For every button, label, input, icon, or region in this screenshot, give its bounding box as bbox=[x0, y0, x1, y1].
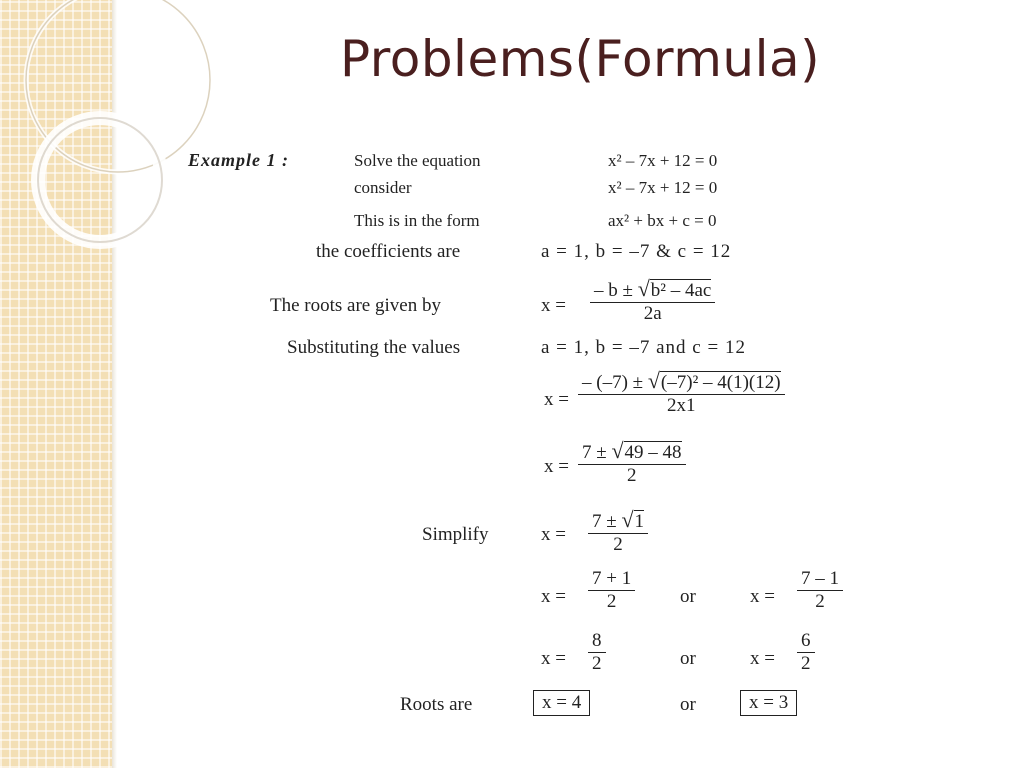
simp-denominator: 2 bbox=[588, 533, 648, 556]
example-row-math: x² – 7x + 12 = 0 bbox=[608, 151, 718, 170]
roots-are-label: Roots are bbox=[400, 694, 473, 715]
split2-a-denominator: 2 bbox=[588, 652, 606, 675]
sub1-denominator: 2x1 bbox=[578, 394, 785, 417]
evaluation-fraction bbox=[578, 438, 686, 487]
sidebar-edge bbox=[112, 0, 117, 768]
root-answer-box: x = 3 bbox=[740, 690, 797, 716]
decorative-sidebar bbox=[0, 0, 112, 768]
simp-radicand: 1 bbox=[634, 511, 645, 532]
split1-a-denominator: 2 bbox=[588, 590, 635, 613]
split1-b-numerator: 7 – 1 bbox=[801, 568, 839, 589]
formula-x: x = bbox=[541, 295, 566, 316]
sub1-numerator: – (–7) ± bbox=[582, 372, 644, 393]
roots-or: or bbox=[680, 694, 696, 715]
simplify-label: Simplify bbox=[422, 524, 489, 545]
sub2-numerator: 7 ± bbox=[582, 442, 607, 463]
example-row-text: consider bbox=[354, 178, 412, 197]
substituting-values: a = 1, b = –7 and c = 12 bbox=[541, 337, 746, 358]
simp-numerator: 7 ± bbox=[592, 511, 617, 532]
root-answer-box: x = 4 bbox=[533, 690, 590, 716]
split1-b-denominator: 2 bbox=[797, 590, 843, 613]
sub2-x: x = bbox=[544, 456, 569, 477]
example-label: Example 1 : bbox=[188, 150, 289, 170]
example-row-math: x² – 7x + 12 = 0 bbox=[608, 178, 718, 197]
coefficients-values: a = 1, b = –7 & c = 12 bbox=[541, 241, 732, 262]
sqrt-icon: √ bbox=[621, 507, 634, 532]
formula-numerator: – b ± bbox=[594, 280, 633, 301]
split1-a-fraction bbox=[588, 568, 635, 613]
split2-a-numerator: 8 bbox=[592, 630, 602, 651]
split2-a-x: x = bbox=[541, 648, 566, 669]
substituting-label: Substituting the values bbox=[287, 337, 461, 358]
sqrt-icon: √ bbox=[637, 276, 650, 301]
sqrt-icon: √ bbox=[611, 438, 624, 463]
split2-b-denominator: 2 bbox=[797, 652, 815, 675]
coefficients-label: the coefficients are bbox=[316, 241, 461, 262]
formula-radicand: b² – 4ac bbox=[650, 280, 712, 301]
sub1-x: x = bbox=[544, 389, 569, 410]
sub2-radicand: 49 – 48 bbox=[624, 442, 682, 463]
split1-b-fraction bbox=[797, 568, 843, 613]
sub2-denominator: 2 bbox=[578, 464, 686, 487]
split2-a-fraction bbox=[588, 630, 606, 675]
split2-b-fraction bbox=[797, 630, 815, 675]
split2-b-numerator: 6 bbox=[801, 630, 811, 651]
split1-a-x: x = bbox=[541, 586, 566, 607]
example-row-text: Solve the equation bbox=[354, 151, 481, 170]
slide-title: Problems(Formula) bbox=[340, 30, 821, 88]
split2-b-x: x = bbox=[750, 648, 775, 669]
example-row-text: This is in the form bbox=[354, 211, 480, 230]
split1-a-numerator: 7 + 1 bbox=[592, 568, 632, 589]
split1-or: or bbox=[680, 586, 696, 607]
sub1-radicand: (–7)² – 4(1)(12) bbox=[660, 372, 781, 393]
roots-label: The roots are given by bbox=[270, 295, 441, 316]
split2-or: or bbox=[680, 648, 696, 669]
simplify-fraction bbox=[588, 507, 648, 556]
split1-b-x: x = bbox=[750, 586, 775, 607]
formula-denominator: 2a bbox=[590, 302, 715, 325]
substitution-fraction bbox=[578, 368, 785, 417]
sqrt-icon: √ bbox=[647, 368, 660, 393]
simplify-x: x = bbox=[541, 524, 566, 545]
quadratic-formula-fraction bbox=[590, 276, 715, 325]
example-row-math: ax² + bx + c = 0 bbox=[608, 211, 717, 230]
